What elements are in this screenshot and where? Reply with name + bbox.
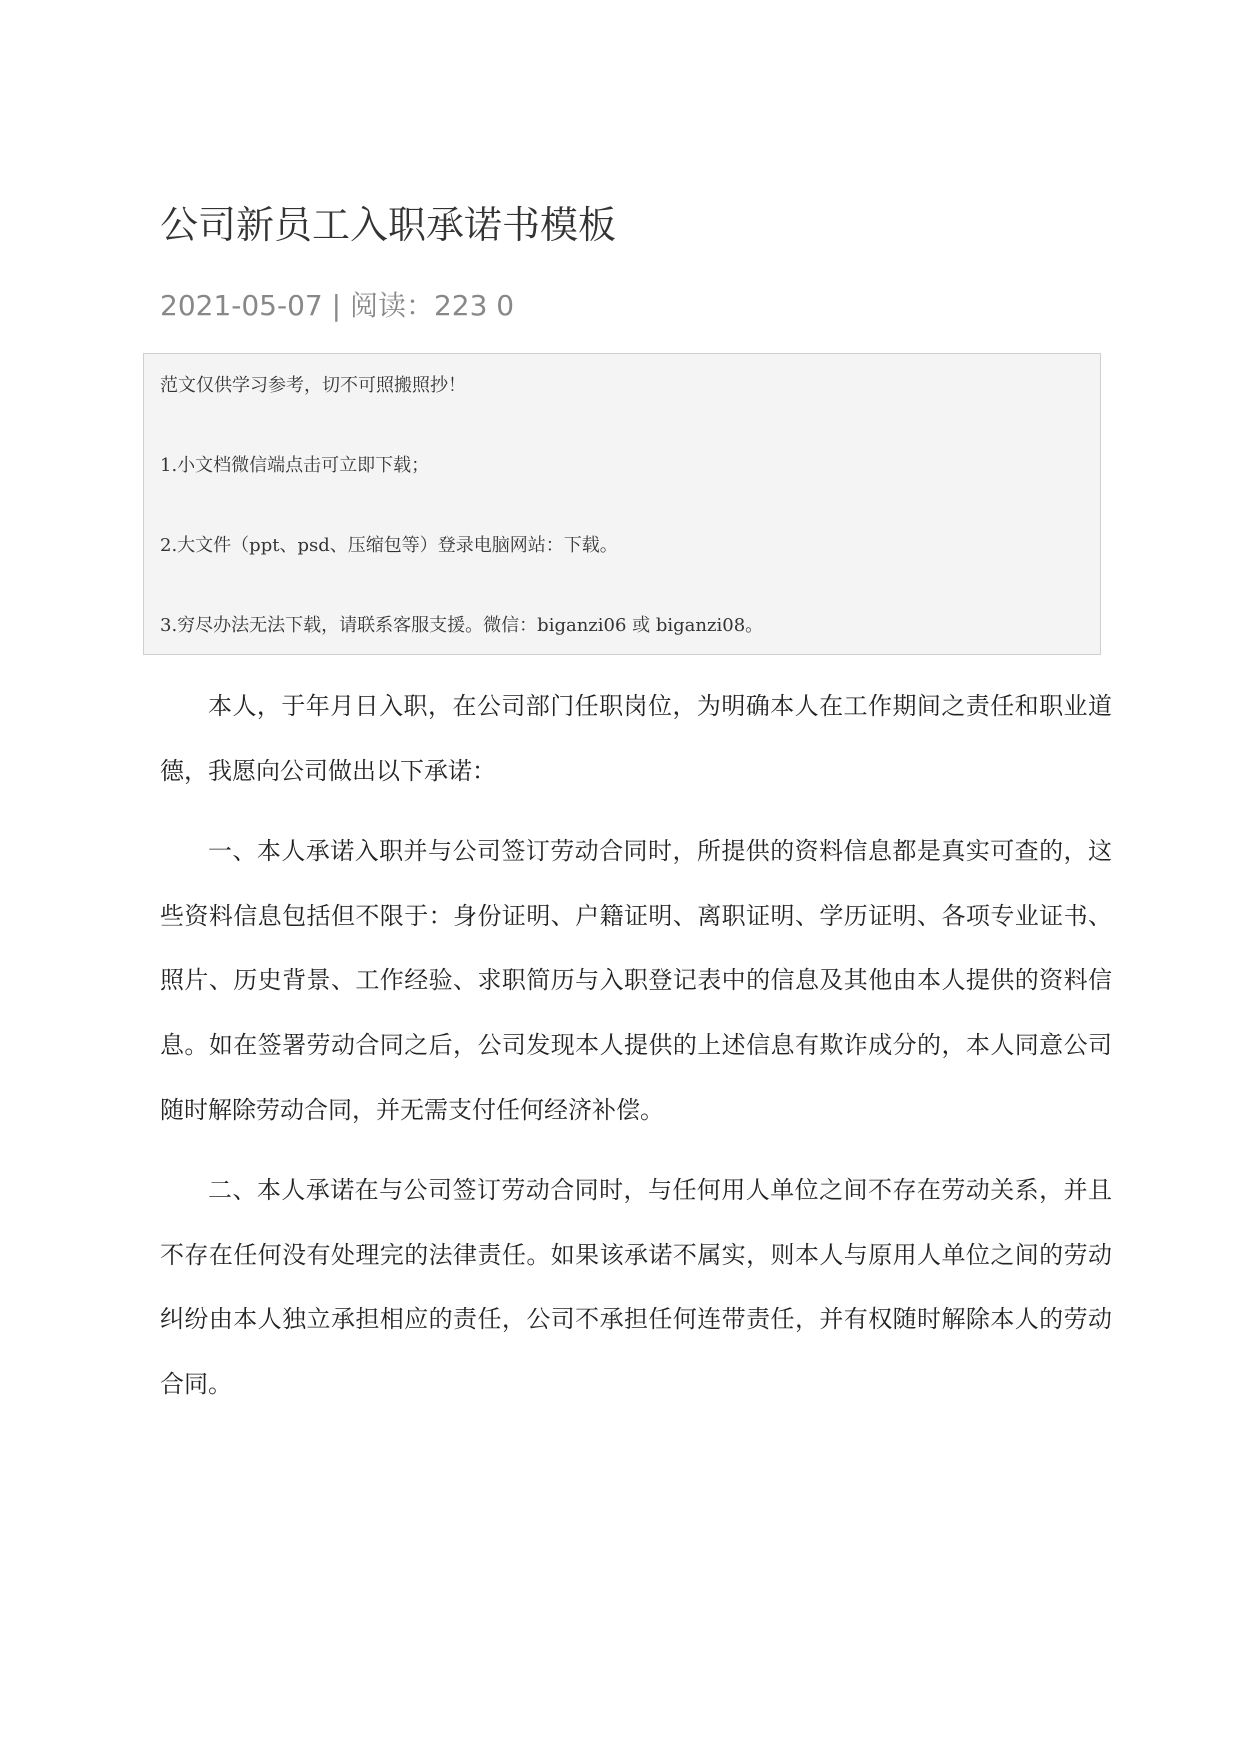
body-paragraph: 本人，于年月日入职，在公司部门任职岗位，为明确本人在工作期间之责任和职业道德，我愿向公司做出以下承诺：: [160, 692, 1112, 785]
document-meta: 2021-05-07 | 阅读：223 0: [160, 289, 515, 322]
notice-line: 范文仅供学习参考，切不可照搬照抄！: [160, 375, 466, 396]
body-paragraph: 一、本人承诺入职并与公司签订劳动合同时，所提供的资料信息都是真实可查的，这些资料信息包括但不限于：身份证明、户籍证明、离职证明、学历证明、各项专业证书、照片、历史背景、工作经验、求职简历与入职登记表中的信息及其他由本人提供的资料信息。如在签署劳动合同之后，公司发现本人提供的上述信息有欺诈成分的，本人同意公司随时解除劳动合同，并无需支付任何经济补偿。: [160, 837, 1112, 1124]
document-title: 公司新员工入职承诺书模板: [160, 203, 617, 247]
document-body: [160, 674, 1112, 1433]
notice-line: 1.小文档微信端点击可立即下载；: [160, 455, 430, 476]
notice-line: 3.穷尽办法无法下载，请联系客服支援。微信：biganzi06 或 biganzi08。: [160, 615, 764, 636]
body-paragraph: 二、本人承诺在与公司签订劳动合同时，与任何用人单位之间不存在劳动关系，并且不存在任何没有处理完的法律责任。如果该承诺不属实，则本人与原用人单位之间的劳动纠纷由本人独立承担相应的责任，公司不承担任何连带责任，并有权随时解除本人的劳动合同。: [160, 1176, 1112, 1398]
notice-line: 2.大文件（ppt、psd、压缩包等）登录电脑网站：下载。: [160, 535, 618, 556]
notice-box: [143, 353, 1101, 655]
